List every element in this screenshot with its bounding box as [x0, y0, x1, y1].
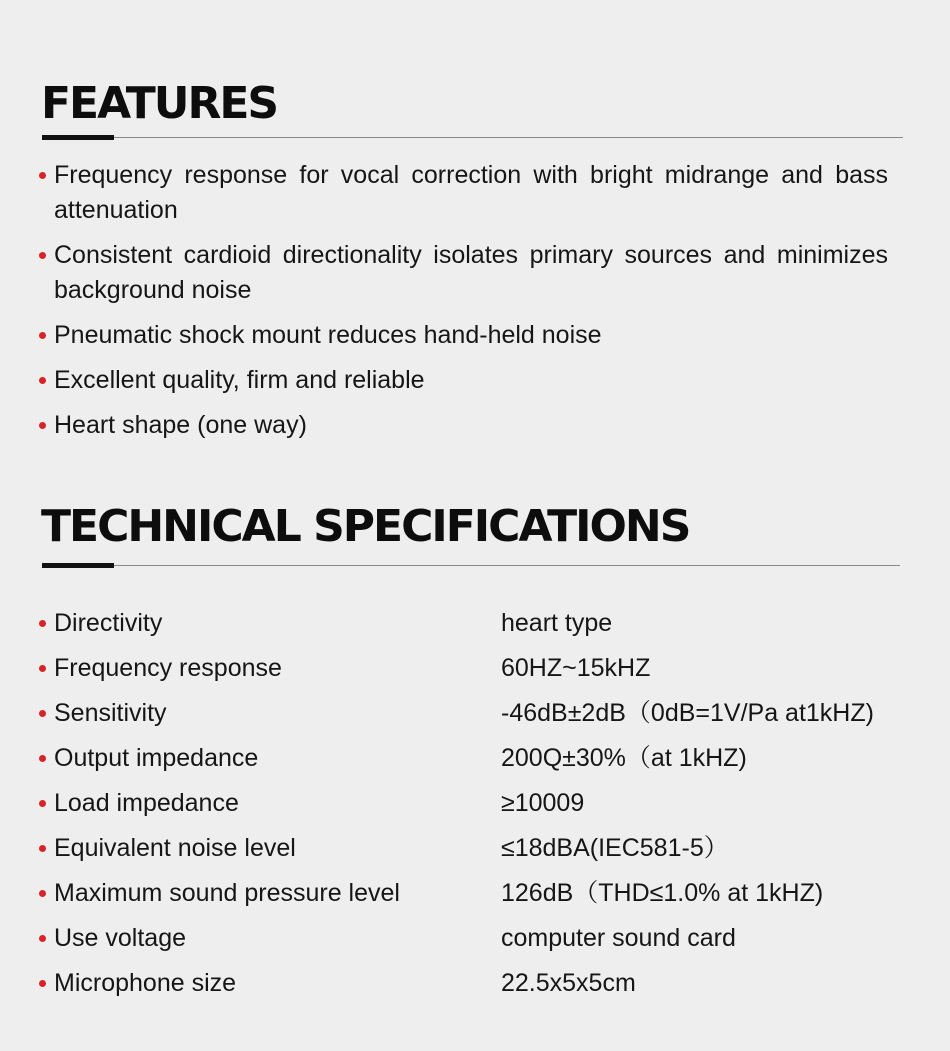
bullet-dot-icon: [39, 377, 46, 384]
feature-text: Excellent quality, firm and reliable: [54, 366, 425, 394]
spec-label: Use voltage: [54, 924, 187, 952]
spec-label: Maximum sound pressure level: [54, 879, 400, 907]
spec-label: Directivity: [54, 609, 163, 637]
specifications-divider-accent: [42, 563, 114, 568]
spec-label: Load impedance: [54, 789, 239, 817]
spec-row-load-impedance: [38, 786, 918, 831]
bullet-dot-icon: [39, 710, 46, 717]
spec-label: Microphone size: [54, 969, 237, 997]
spec-row-frequency-response: [38, 651, 918, 696]
specifications-divider: [42, 565, 900, 566]
spec-row-max-sound-pressure-level: [38, 876, 918, 921]
spec-row-use-voltage: [38, 921, 918, 966]
spec-value: 200Q±30%（at 1kHZ): [501, 744, 747, 772]
spec-row-directivity: [38, 606, 918, 651]
bullet-dot-icon: [39, 620, 46, 627]
feature-text: Frequency response for vocal correction with bright midrange and bass attenuation: [54, 161, 888, 224]
spec-value: 126dB（THD≤1.0% at 1kHZ): [501, 879, 824, 907]
spec-value: ≥10009: [501, 789, 585, 817]
bullet-dot-icon: [39, 422, 46, 429]
feature-item: [38, 318, 888, 353]
spec-label: Frequency response: [54, 654, 282, 682]
spec-value: heart type: [501, 609, 613, 637]
spec-label: Sensitivity: [54, 699, 167, 727]
spec-value: computer sound card: [501, 924, 736, 952]
spec-value: -46dB±2dB（0dB=1V/Pa at1kHZ): [501, 699, 874, 727]
bullet-dot-icon: [39, 332, 46, 339]
bullet-dot-icon: [39, 252, 46, 259]
bullet-dot-icon: [39, 665, 46, 672]
spec-row-output-impedance: [38, 741, 918, 786]
feature-text: Heart shape (one way): [54, 411, 307, 439]
specifications-heading: TECHNICAL SPECIFICATIONS: [41, 501, 690, 552]
bullet-dot-icon: [39, 980, 46, 987]
feature-item: [38, 238, 888, 308]
bullet-dot-icon: [39, 935, 46, 942]
spec-row-sensitivity: [38, 696, 918, 741]
spec-row-microphone-size: [38, 966, 918, 1011]
spec-row-equivalent-noise-level: [38, 831, 918, 876]
feature-text: Consistent cardioid directionality isolates primary sources and minimizes background noise: [54, 241, 888, 304]
bullet-dot-icon: [39, 890, 46, 897]
spec-value: 22.5x5x5cm: [501, 969, 636, 997]
spec-label: Equivalent noise level: [54, 834, 296, 862]
features-heading: FEATURES: [41, 78, 278, 129]
spec-value: ≤18dBA(IEC581-5）: [501, 834, 729, 862]
feature-item: [38, 158, 888, 228]
spec-label: Output impedance: [54, 744, 259, 772]
features-divider-accent: [42, 135, 114, 140]
bullet-dot-icon: [39, 755, 46, 762]
bullet-dot-icon: [39, 800, 46, 807]
bullet-dot-icon: [39, 172, 46, 179]
feature-item: [38, 408, 888, 443]
feature-text: Pneumatic shock mount reduces hand-held noise: [54, 321, 602, 349]
features-divider: [42, 137, 903, 138]
specifications-table: [38, 606, 918, 1011]
spec-value: 60HZ~15kHZ: [501, 654, 651, 682]
feature-item: [38, 363, 888, 398]
features-list: [38, 158, 888, 453]
bullet-dot-icon: [39, 845, 46, 852]
